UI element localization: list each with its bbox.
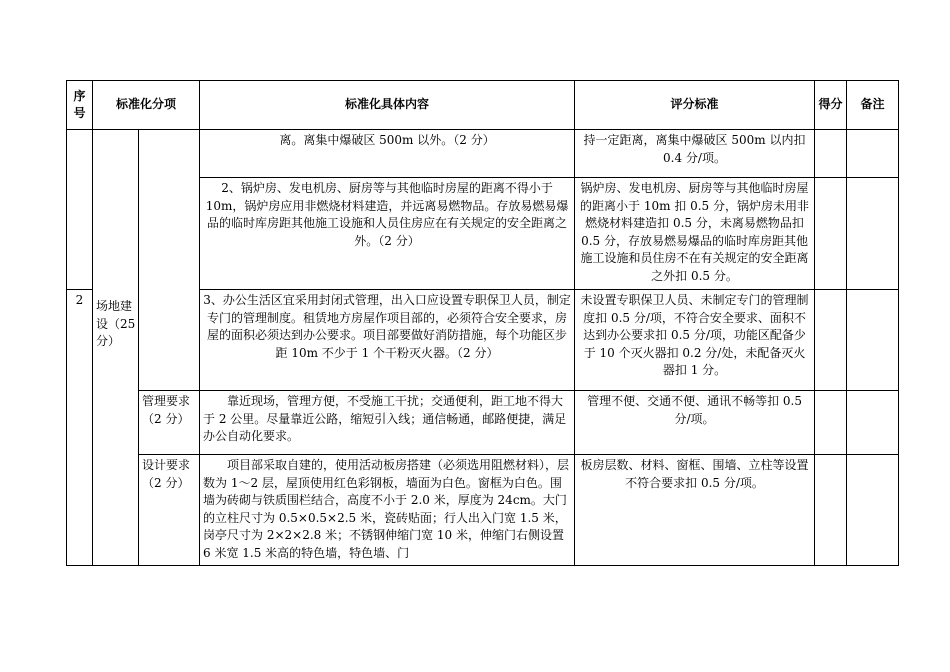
- row-score: [815, 130, 847, 178]
- row-score: [815, 178, 847, 290]
- row-remark: [847, 290, 899, 391]
- header-no: 序号: [67, 81, 93, 130]
- row-score: [815, 290, 847, 391]
- row-content: 3、办公生活区宜采用封闭式管理，出入口应设置专职保卫人员，制定专门的管理制度。租赁地方房屋作项目部的，必须符合安全要求，房屋的面积必须达到办公要求。项目部要做好消防措施，每个功能区步距 10m 不少于 1 个干粉灭火器。（2 分）: [200, 290, 575, 391]
- row-content: 靠近现场，管理方便，不受施工干扰；交通便利，距工地不得大于 2 公里。尽量靠近公路，缩短引入线；通信畅通，邮路便捷，满足办公自动化要求。: [200, 391, 575, 455]
- header-remark: 备注: [847, 81, 899, 130]
- row-sub: 管理要求（2 分）: [139, 391, 200, 455]
- row-criteria: 板房层数、材料、窗框、围墙、立柱等设置不符合要求扣 0.5 分/项。: [575, 455, 815, 566]
- row-sub: 设计要求（2 分）: [139, 455, 200, 566]
- header-criteria: 评分标准: [575, 81, 815, 130]
- table-row: [67, 391, 899, 455]
- row-score: [815, 455, 847, 566]
- row-criteria: 锅炉房、发电机房、厨房等与其他临时房屋的距离小于 10m 扣 0.5 分，锅炉房未用非燃烧材料建造扣 0.5 分，未离易燃物品扣 0.5 分，存放易燃易爆品的临时库房距其他施工设施和员住房不在有关规定的安全距离之外扣 0.5 分。: [575, 178, 815, 290]
- standardization-table: [66, 80, 899, 566]
- row-remark: [847, 391, 899, 455]
- table-row: [67, 455, 899, 566]
- row-content: 离。离集中爆破区 500m 以外。（2 分）: [200, 130, 575, 178]
- row-remark: [847, 130, 899, 178]
- row-criteria: 持一定距离，离集中爆破区 500m 以内扣 0.4 分/项。: [575, 130, 815, 178]
- row-content-text: 项目部采取自建的，使用活动板房搭建（必须选用阻燃材料），层数为 1～2 层，屋顶使用红色彩钢板，墙面为白色。窗框为白色。围墙为砖砌与铁质围栏结合，高度不小于 2.0 米，厚度为 24cm。大门的立柱尺寸为 0.5×0.5×2.5 米，瓷砖贴面；行人出入门宽 1.5 米，岗亭尺寸为 2×2×2.8 米；不锈钢伸缩门宽 10 米，伸缩门右侧设置 6 米宽 1.5 米高的特色墙，特色墙、门: [203, 458, 570, 560]
- header-row: [67, 81, 899, 130]
- header-category: 标准化分项: [93, 81, 200, 130]
- row-criteria: 管理不便、交通不便、通讯不畅等扣 0.5 分/项。: [575, 391, 815, 455]
- header-score: 得分: [815, 81, 847, 130]
- row-no: 2: [67, 290, 93, 566]
- row-no-cell: [67, 130, 93, 290]
- row-sub-cell: [139, 130, 200, 391]
- row-score: [815, 391, 847, 455]
- row-remark: [847, 178, 899, 290]
- row-content: 2、锅炉房、发电机房、厨房等与其他临时房屋的距离不得小于 10m，锅炉房应用非燃烧材料建造，并远离易燃物品。存放易燃易爆品的临时库房距其他施工设施和人员住房应在有关规定的安全距离之外。（2 分）: [200, 178, 575, 290]
- row-criteria: 未设置专职保卫人员、未制定专门的管理制度扣 0.5 分/项，不符合安全要求、面积不达到办公要求扣 0.5 分/项，功能区配备少于 10 个灭火器扣 0.2 分/处，未配备灭火器扣 1 分。: [575, 290, 815, 391]
- header-content: 标准化具体内容: [200, 81, 575, 130]
- table-row: [67, 130, 899, 178]
- row-content: [200, 455, 575, 566]
- row-remark: [847, 455, 899, 566]
- row-category: 场地建设（25 分）: [96, 299, 136, 348]
